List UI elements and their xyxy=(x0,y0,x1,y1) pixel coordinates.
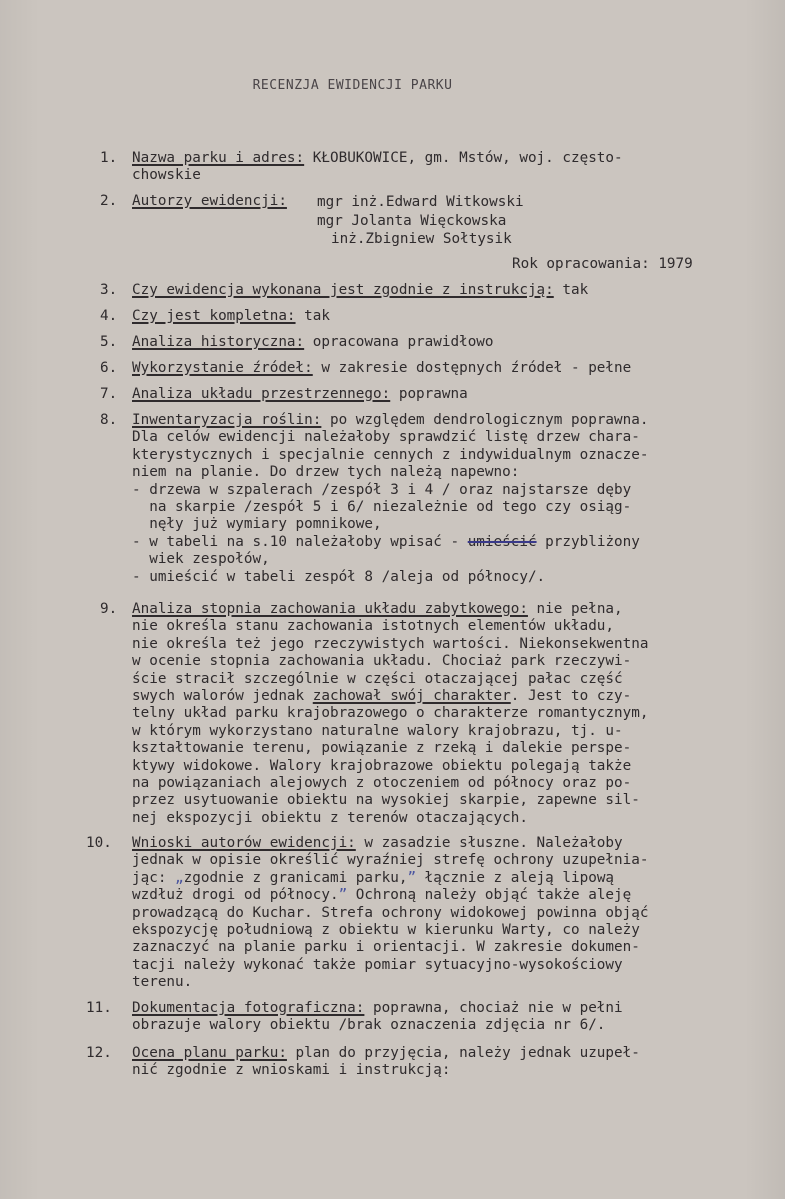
item-text: na powiązaniach alejowych z otoczeniem od północy oraz po- xyxy=(132,775,632,792)
item-text: - drzewa w szpalerach /zespół 3 i 4 / oraz najstarsze dęby xyxy=(132,481,632,498)
item-text: swych walorów jednak xyxy=(132,688,313,705)
item-text: Dla celów ewidencji należałoby sprawdzić listę drzew chara- xyxy=(132,429,640,446)
item-text: - w tabeli na s.10 należałoby wpisać - xyxy=(132,533,468,550)
item-text: zgodnie z granicami parku, xyxy=(183,869,408,886)
item-number: 10. xyxy=(86,835,112,851)
item-label: Dokumentacja fotograficzna: xyxy=(132,1000,365,1016)
item-text: nie określa stanu zachowania istotnych elementów układu, xyxy=(132,618,615,635)
item-text: plan do przyjęcia, należy jednak uzupeł- xyxy=(286,1045,640,1061)
item-text: chowskie xyxy=(132,167,201,184)
item-text: kterystycznych i specjalnie cennych z indywidualnym oznacze- xyxy=(132,446,649,463)
item-text: jąc: xyxy=(132,869,176,886)
item-text: tacji należy wykonać także pomiar sytuacyjno-wysokościowy xyxy=(132,956,623,973)
item-text: łącznie z aleją lipową xyxy=(416,869,615,886)
item-label: Analiza historyczna: xyxy=(132,334,305,350)
item-number: 5. xyxy=(100,334,118,350)
item-text: nie określa też jego rzeczywistych wartości. Niekonsekwentna xyxy=(132,635,649,652)
item-number: 11. xyxy=(86,1000,112,1016)
item-text: przez usytuowanie obiektu na wysokiej skarpie, zapewne sil- xyxy=(132,792,640,809)
item-number: 8. xyxy=(100,412,118,428)
item-number: 4. xyxy=(100,308,118,324)
item-text: poprawna xyxy=(390,386,468,402)
item-text: zaznaczyć na planie parku i orientacji. W zakresie dokumen- xyxy=(132,939,640,956)
item-text: ekspozycję południową z obiektu w kierunku Warty, co należy xyxy=(132,922,640,939)
author-name: mgr inż.Edward Witkowski xyxy=(317,194,524,210)
item-text: nęły już wymiary pomnikowe, xyxy=(132,516,382,533)
year-of-elaboration: Rok opracowania: 1979 xyxy=(512,256,693,272)
item-text: - umieścić w tabeli zespół 8 /aleja od północy/. xyxy=(132,568,546,585)
item-number: 1. xyxy=(100,150,118,166)
handwritten-quote-mark: ” xyxy=(338,887,348,904)
item-label: Analiza stopnia zachowania układu zabytkowego: xyxy=(132,601,528,617)
handwritten-quote-mark: „ xyxy=(175,869,184,886)
handwritten-quote-mark: ” xyxy=(407,869,417,886)
item-text: opracowana prawidłowo xyxy=(304,334,494,350)
item-text: niem na planie. Do drzew tych należą napewno: xyxy=(132,464,520,481)
item-label: Wykorzystanie źródeł: xyxy=(132,360,313,376)
item-text: na skarpie /zespół 5 i 6/ niezależnie od tego czy osiąg- xyxy=(132,499,632,516)
author-name: mgr Jolanta Więckowska xyxy=(317,212,507,229)
author-name: inż.Zbigniew Sołtysik xyxy=(331,231,512,247)
item-text: nie pełna, xyxy=(527,601,623,617)
item-text: wiek zespołów, xyxy=(132,551,270,568)
underlined-phrase: zachował swój charakter xyxy=(312,688,511,705)
struck-word: umieścić xyxy=(467,533,537,550)
item-label: Inwentaryzacja roślin: xyxy=(132,412,322,428)
item-number: 12. xyxy=(86,1045,112,1061)
item-text: obrazuje walory obiektu /brak oznaczenia zdjęcia nr 6/. xyxy=(132,1017,606,1034)
item-text: przybliżony xyxy=(536,533,640,550)
document-title: RECENZJA EWIDENCJI PARKU xyxy=(252,78,453,93)
item-text: . Jest to czy- xyxy=(510,688,632,705)
item-text: w ocenie stopnia zachowania układu. Chociaż park rzeczywi- xyxy=(132,653,632,670)
item-label: Autorzy ewidencji: xyxy=(132,193,287,209)
item-text: w zasadzie słuszne. Należałoby xyxy=(355,835,623,851)
item-text: tak xyxy=(553,282,589,298)
item-number: 3. xyxy=(100,282,118,298)
item-text: nić zgodnie z wnioskami i instrukcją: xyxy=(132,1062,451,1079)
item-text: nej ekspozycji obiektu z terenów otaczających. xyxy=(132,809,528,826)
item-text: ktywy widokowe. Walory krajobrazowe obiektu polegają także xyxy=(132,757,632,774)
item-text: kształtowanie terenu, powiązanie z rzeką i dalekie perspe- xyxy=(132,740,632,757)
item-number: 7. xyxy=(100,386,118,402)
item-text: prowadzącą do Kuchar. Strefa ochrony widokowej powinna objąć xyxy=(132,904,649,921)
item-label: Nazwa parku i adres: xyxy=(132,150,305,166)
item-label: Czy jest kompletna: xyxy=(132,308,296,324)
item-text: ście stracił szczególnie w części otaczającej pałac część xyxy=(132,670,623,687)
item-text: w którym wykorzystano naturalne walory krajobrazu, tj. u- xyxy=(132,722,623,739)
item-text: jednak w opisie określić wyraźniej strefę ochrony uzupełnia- xyxy=(132,852,649,869)
item-text: po względem dendrologicznym poprawna. xyxy=(321,412,649,428)
item-text: tak xyxy=(295,308,330,324)
item-text: telny układ parku krajobrazowego o charakterze romantycznym, xyxy=(132,705,649,722)
item-text: terenu. xyxy=(132,974,193,991)
item-number: 6. xyxy=(100,360,118,376)
item-text: poprawna, chociaż nie w pełni xyxy=(364,1000,623,1016)
item-number: 2. xyxy=(100,193,118,209)
authors-list xyxy=(317,193,524,249)
item-text: Ochroną należy objąć także aleję xyxy=(347,887,632,904)
item-label: Czy ewidencja wykonana jest zgodnie z instrukcją: xyxy=(132,282,554,298)
item-text: w zakresie dostępnych źródeł - pełne xyxy=(312,360,632,376)
item-number: 9. xyxy=(100,601,118,617)
item-label: Wnioski autorów ewidencji: xyxy=(132,835,356,851)
item-text: wzdłuż drogi od północy. xyxy=(132,887,339,904)
item-label: Analiza układu przestrzennego: xyxy=(132,386,391,402)
item-label: Ocena planu parku: xyxy=(132,1045,287,1061)
item-text: KŁOBUKOWICE, gm. Mstów, woj. często- xyxy=(304,150,623,166)
